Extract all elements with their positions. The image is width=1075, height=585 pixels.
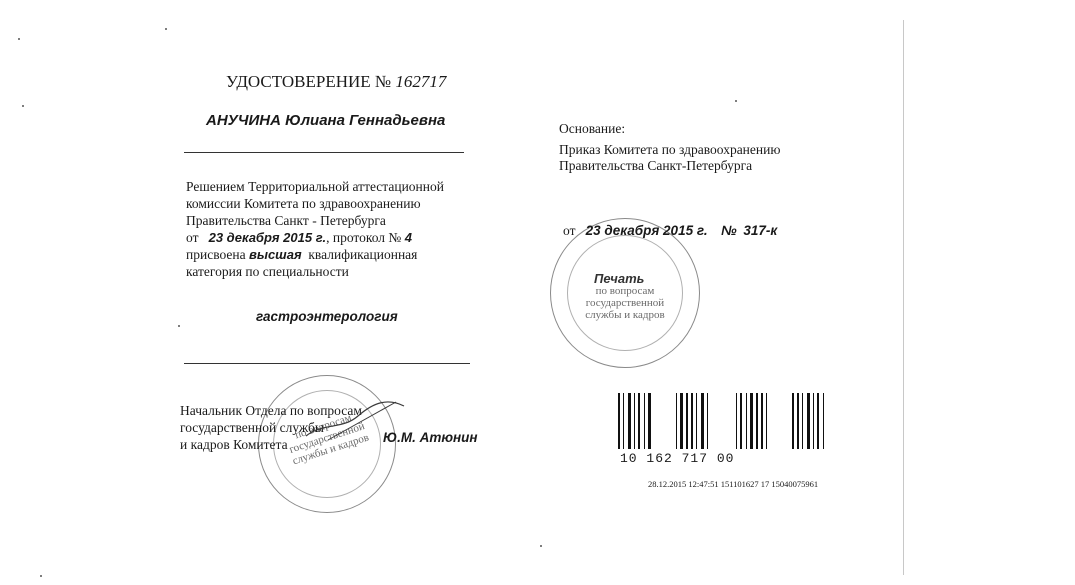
certificate-heading — [226, 72, 446, 92]
barcode-bar — [638, 393, 640, 449]
scan-speck — [40, 575, 42, 577]
assigned-prefix: присвоена — [186, 247, 246, 262]
barcode-bar — [761, 393, 763, 449]
certificate-number: 162717 — [395, 72, 447, 91]
signatory-name: Ю.М. Атюнин — [383, 430, 478, 445]
barcode-bar — [623, 393, 624, 449]
barcode-bar — [736, 393, 737, 449]
decision-line-1: Решением Территориальной аттестационной — [186, 179, 444, 194]
date-prefix: от — [186, 230, 199, 245]
barcode-bar — [644, 393, 645, 449]
barcode-bar — [648, 393, 651, 449]
scan-speck — [18, 38, 20, 40]
order-number: 317-к — [743, 223, 778, 238]
barcode-bar — [766, 393, 767, 449]
divider-rule — [184, 152, 464, 153]
decision-line-2: комиссии Комитета по здравоохранению — [186, 196, 421, 211]
order-line-1: Приказ Комитета по здравоохранению — [559, 142, 781, 157]
barcode-digits: 10 162 717 00 — [620, 451, 735, 466]
barcode-bar — [634, 393, 635, 449]
barcode-bar — [680, 393, 683, 449]
barcode-bar — [807, 393, 810, 449]
scan-speck — [735, 100, 737, 102]
barcode-bar — [756, 393, 758, 449]
order-date-line — [563, 222, 777, 239]
barcode-bar — [707, 393, 708, 449]
barcode-bar — [813, 393, 814, 449]
page-fold-line — [903, 20, 904, 575]
barcode-bar — [696, 393, 697, 449]
decision-date: 23 декабря 2015 г. — [208, 230, 327, 245]
scan-speck — [22, 105, 24, 107]
barcode-bar — [823, 393, 824, 449]
scan-speck — [540, 545, 542, 547]
assigned-line — [186, 246, 417, 263]
basis-label: Основание: — [559, 121, 626, 136]
category-word: высшая — [248, 247, 302, 262]
signatory-line-1: Начальник Отдела по вопросам — [180, 403, 362, 418]
certificate-heading-label: УДОСТОВЕРЕНИЕ № — [226, 72, 392, 91]
signatory-line-3: и кадров Комитета — [180, 437, 288, 452]
holder-name: АНУЧИНА Юлиана Геннадьевна — [206, 112, 446, 129]
barcode-bar — [750, 393, 753, 449]
barcode-bar — [797, 393, 799, 449]
barcode-bar — [701, 393, 704, 449]
print-timestamp: 28.12.2015 12:47:51 151101627 17 15040075961 — [648, 479, 819, 489]
scan-speck — [178, 325, 180, 327]
barcode-bar — [628, 393, 631, 449]
scan-speck — [165, 28, 167, 30]
seal-text: по вопросам государственной службы и кадров — [585, 285, 665, 321]
order-date: 23 декабря 2015 г. — [585, 223, 708, 238]
divider-rule — [184, 363, 470, 364]
barcode-bar — [802, 393, 803, 449]
specialty: гастроэнтерология — [256, 309, 398, 324]
category-line: категория по специальности — [186, 264, 349, 279]
protocol-label: , протокол № — [326, 230, 402, 245]
signatory-line-2: государственной службы — [180, 420, 324, 435]
order-date-prefix: от — [563, 223, 576, 238]
order-number-prefix: № — [721, 223, 737, 238]
barcode-bar — [676, 393, 677, 449]
barcode-bar — [792, 393, 794, 449]
barcode-bar — [686, 393, 688, 449]
barcode-bar — [691, 393, 693, 449]
assigned-suffix: квалификационная — [308, 247, 418, 262]
barcode-bar — [618, 393, 620, 449]
official-seal-right — [550, 218, 700, 368]
seal-label: Печать — [594, 271, 645, 286]
barcode — [618, 393, 838, 451]
seal-text: по вопросам государственной службы и кадров — [287, 411, 371, 468]
decision-date-line — [186, 229, 412, 246]
barcode-bar — [740, 393, 742, 449]
barcode-bar — [817, 393, 819, 449]
barcode-bar — [746, 393, 747, 449]
order-line-2: Правительства Санкт-Петербурга — [559, 158, 753, 173]
decision-line-3: Правительства Санкт - Петербурга — [186, 213, 386, 228]
protocol-number: 4 — [404, 230, 412, 245]
